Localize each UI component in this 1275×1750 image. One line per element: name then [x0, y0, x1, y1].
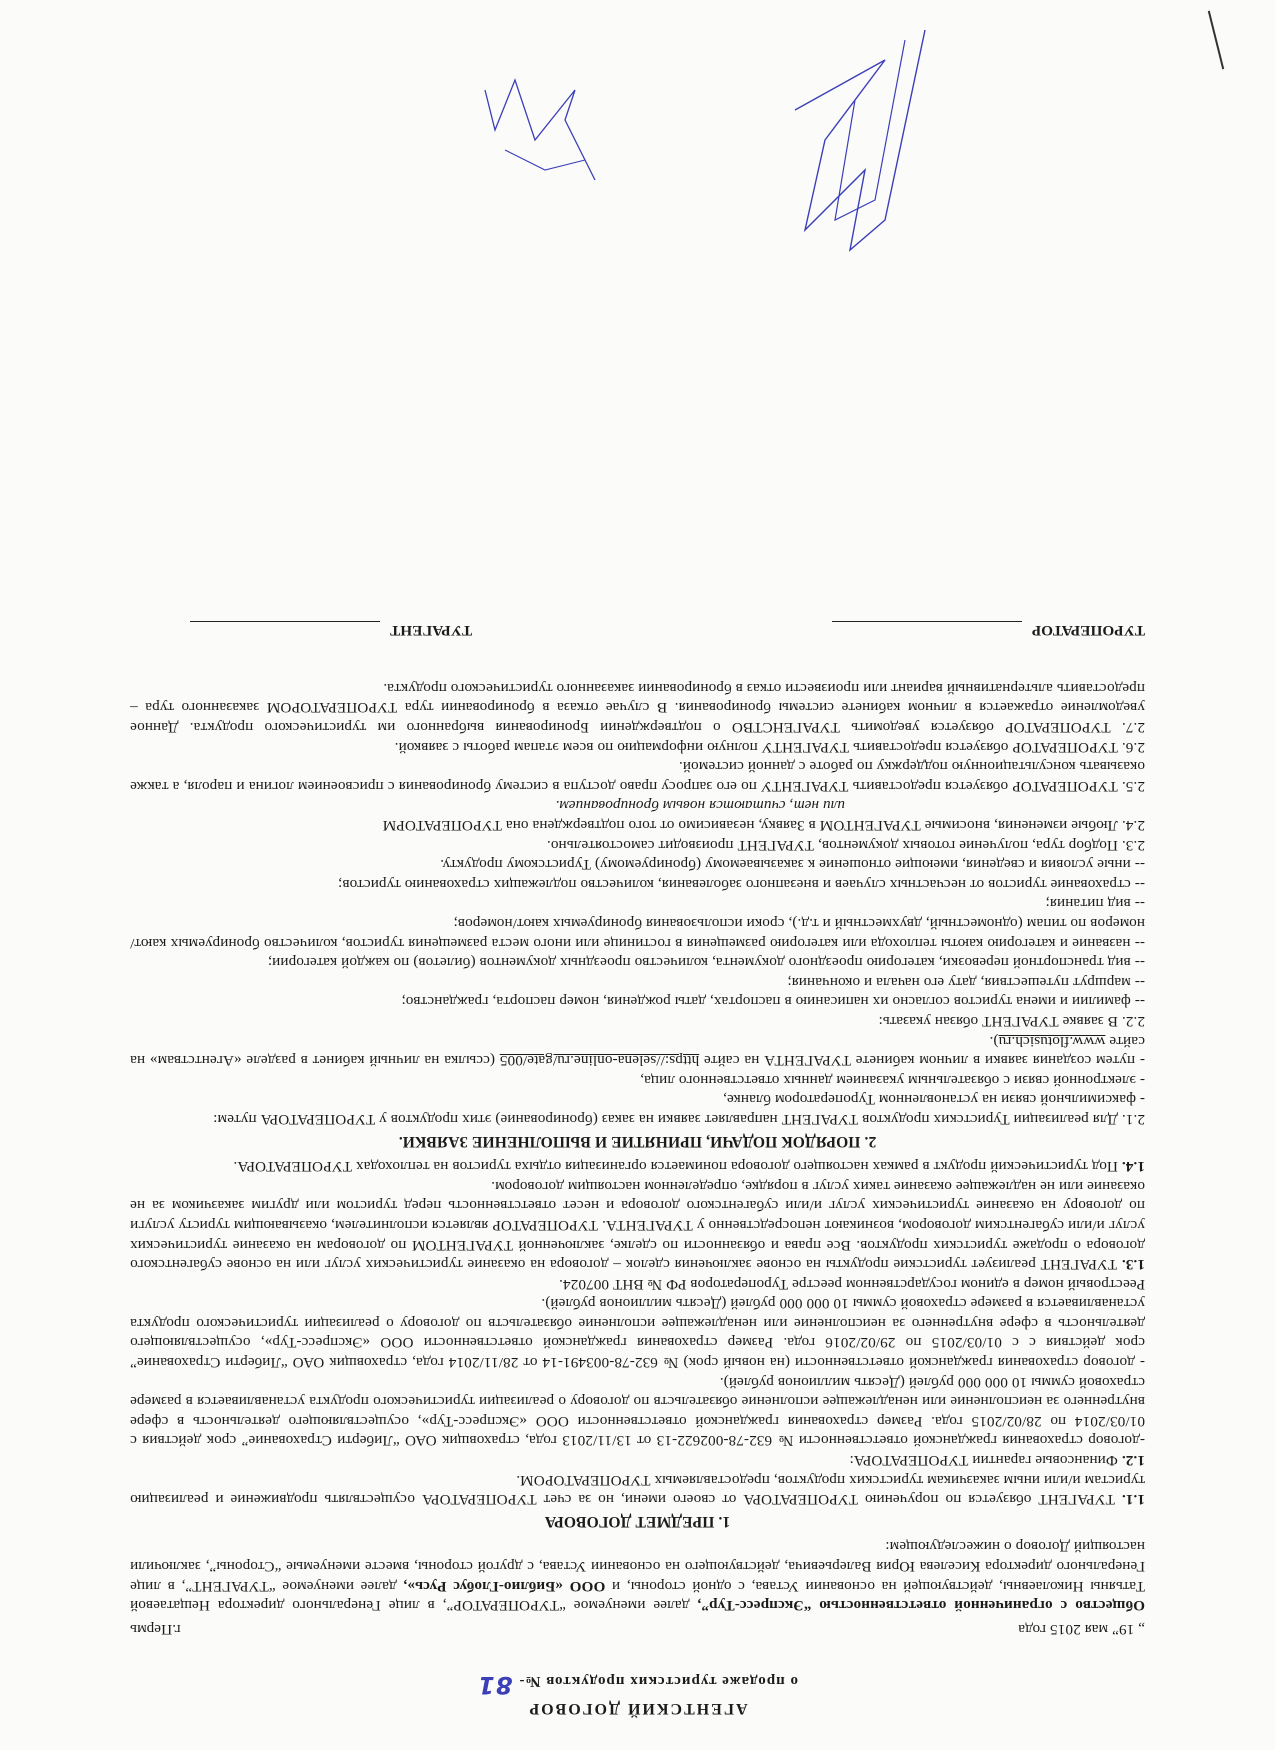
clause-1-2 — [130, 1450, 1145, 1470]
clause-2-5: 2.5. ТУРОПЕРАТОР обязуется предоставить ТУРАГЕНТУ по его запросу право доступа в систему бронирования с присвоением логина и пароля, а также оказывать консультационную поддержку по работе с данной системой. — [130, 758, 1145, 795]
signature-stroke — [505, 150, 585, 170]
clause-2-2: 2.2. В заявке ТУРАГЕНТ обязан указать: — [878, 1013, 1145, 1030]
clause-1-2-number: 1.2. — [1121, 1452, 1145, 1470]
clause-1-1-number: 1.1. — [1121, 1491, 1145, 1509]
clause-1-1 — [130, 1470, 1145, 1509]
clause-2-2-item: -- название и категорию каюты теплохода или категорию размещения в гостинице или иного места размещения туристов, количество бронируемых кают/номеров по типам (одноместный, двухместный и т.д.), сроки использования бронируемых кают/номеров; — [130, 915, 1145, 952]
clause-1-2-text: Финансовые гарантии ТУРОПЕРАТОРА: — [849, 1452, 1118, 1470]
handwritten-contract-number: 81 — [477, 1671, 513, 1700]
corner-pen-mark — [1208, 11, 1224, 70]
clause-1-3-text: ТУРАГЕНТ реализует туристские продукты на основе заключения сделок – договора на оказание туристических услуг или на основе субагентского договора о продаже туристских продуктов. Все права и обязанности по сделке, заключенной ТУРАГЕНТОМ по договорам на оказание туристических услуг и/или субагентским договором, возникают непосредственно у ТУРАГЕНТА. ТУРОПЕРАТОР является исполнителем, оказывающим туристу услуги по договору на оказание туристических услуг и/или субагентского договора и несет ответственность перед туристом или другим заказчиком за не оказание или не надлежащее оказание таких услуг в порядке, определенном настоящим договором. — [130, 1177, 1145, 1274]
document-body — [130, 621, 1145, 1738]
clause-1-4 — [130, 1157, 1145, 1177]
booking-gate-link[interactable]: https://selena-online.ru/gate/005 — [499, 1052, 700, 1070]
party2-name: ООО «Библио-Глобус Русь», — [403, 1577, 606, 1595]
website-link[interactable]: www.flotusich.ru — [998, 1032, 1106, 1050]
clause-1-1-text: ТУРАГЕНТ обязуется по поручению ТУРОПЕРАТОРА от своего имени, но за счет ТУРОПЕРАТОРА осуществлять продвижение и реализацию туристам и/или иным заказчикам туристских продуктов, предоставляемых ТУРОПЕРАТОРОМ. — [130, 1471, 1145, 1509]
signature-stroke — [835, 40, 905, 220]
preamble-text2: далее именуемое “ТУРАГЕНТ”, в лице Генерального директора Киселева Юрия Валерьевича, действующего на основании Устава, с другой стороны, вместе именуемые “Стороны”, заключили настоящий Договор о нижеследующем: — [130, 1538, 1145, 1595]
section-2-title: 2. ПОРЯДОК ПОДАЧИ, ПРИНЯТИЕ И ВЫПОЛНЕНИЕ ЗАЯВКИ. — [398, 1132, 877, 1150]
touroperator-signature-line — [832, 621, 1022, 640]
clause-2-4-italic: или нет, считаются новым бронированием. — [555, 797, 845, 815]
preamble — [130, 1537, 1145, 1615]
date-place-row — [130, 1619, 1145, 1639]
clause-2-1-online-post: (ссылка на личный кабинет в разделе «Агентствам» на сайте — [130, 1032, 1145, 1070]
clause-2-7: 2.7. ТУРОПЕРАТОР обязуется уведомить ТУРАГЕНСТВО о подтверждении Бронирования выбранного им туристического продукта. Данное уведомление отражается в личном кабинете системы бронирования. В случае отказа в бронировании тура ТУРОПЕРАТОРОМ заказанного тура – предоставить альтернативный вариант или произвести отказ в бронировании заказанного туристического продукта. — [130, 679, 1145, 737]
signature-row — [130, 621, 1145, 641]
clause-2-3: 2.3. Подбор тура, получение готовых документов, ТУРАГЕНТ производит самостоятельно. — [546, 836, 1145, 854]
clause-2-1-online — [130, 1031, 1145, 1070]
touragent-label: ТУРАГЕНТ — [390, 622, 473, 640]
touroperator-label: ТУРОПЕРАТОР — [1031, 622, 1145, 640]
document-subtitle — [130, 1671, 1145, 1700]
clause-2-1-online-pre: - путем создания заявки в личном кабинете ТУРАГЕНТА на сайте — [699, 1052, 1145, 1070]
contract-date: „ 19” мая 2015 года — [1018, 1620, 1145, 1638]
clause-1-4-text: Под туристический продукт в рамках настоящего договора понимается организация отдыха туристов на теплоходах ТУРОПЕРАТОРА. — [233, 1158, 1118, 1176]
signature-stroke — [485, 80, 595, 180]
clause-1-2-registry: Реестровый номер в едином государственном реестре Туроператоров РФ № ВНТ 007024. — [558, 1275, 1145, 1293]
clause-1-2-insurance-b: - договор страхования гражданской ответственности (на новый срок) № 632-78-003491-14 от 28/11/2014 года, страховщик ОАО “Либерти Страхование” срок действия с с 01/03/2015 по 29/02/2016 года. Размер страхования гражданской ответственности ООО «Экспресс-Тур», осуществляющего деятельность в сфере внутреннего за неисполнение или ненадлежащее исполнение обязательств по договору о реализации туристического продукта устанавливается в размере страховой суммы 10 000 000 рублей (Десять миллионов рублей). — [130, 1295, 1145, 1372]
touroperator-signature — [832, 621, 1145, 641]
handwritten-signature-touroperator — [775, 20, 945, 260]
party1-name: Общество с ограниченной ответственностью “Экспресс-Тур”, — [697, 1597, 1145, 1615]
subtitle-text: о продаже туристских продуктов №- — [518, 1673, 798, 1690]
handwritten-signature-touragent — [475, 70, 605, 190]
clause-2-2-item: -- страхование туристов от несчастных случаев и внезапного заболевания, количество подлежащих страхованию туристов; — [337, 875, 1145, 893]
clause-1-3-number: 1.3. — [1121, 1256, 1145, 1274]
clause-2-2-item: -- фамилии и имена туристов согласно их написанию в паспортах, даты рождения, номер паспорта, гражданство; — [401, 993, 1145, 1011]
clause-2-4: 2.4. Любые изменения, вносимые ТУРАГЕНТОМ в Заявку, независимо от того подтверждена она ТУРОПЕРАТОРМ — [382, 817, 1145, 835]
clause-1-3 — [130, 1176, 1145, 1274]
clause-2-1: 2.1. Для реализации Туристских продуктов ТУРАГЕНТ направляет заявки на заказ (бронирование) этих продуктов у ТУРОПЕРАТОРА путем: — [213, 1110, 1145, 1128]
clause-2-2-item: -- маршрут путешествия, дату его начала и окончания; — [787, 973, 1145, 991]
touragent-signature — [190, 621, 472, 641]
contract-city: г.Пермь — [130, 1620, 181, 1638]
clause-2-1-fax: - факсимильной связи на установленном Туроператором бланке, — [722, 1091, 1145, 1109]
clause-2-1-online-end: ). — [989, 1032, 999, 1050]
preamble-text1: далее именуемое “ТУРОПЕРАТОР”, в лице Генерального директора Нещатаевой Татьяны Николаевны, действующей на основании Устава, с одной стороны, и — [130, 1577, 1145, 1615]
clause-2-2-item: -- иные условия и сведения, имеющие отношение к заказываемому (бронируемому) Туристскому продукту. — [440, 856, 1145, 874]
clause-2-1-email: - электронной связи с обязательным указанием данных ответственного лица, — [640, 1071, 1145, 1089]
document-title: АГЕНТСКИЙ ДОГОВОР — [527, 1700, 748, 1717]
section-1-title: 1. ПРЕДМЕТ ДОГОВОРА — [544, 1512, 731, 1530]
touragent-signature-line — [190, 621, 380, 640]
clause-1-4-number: 1.4. — [1121, 1158, 1145, 1176]
clause-1-2-insurance-a: -договор страхования гражданской ответственности № 632-78-002622-13 от 13/11/2013 года, страховщик ОАО “Либерти Страхование” срок действия с 01/03/2014 по 28/02/2015 года. Размер страхования гражданской ответственности ООО «Экспресс-Тур», осуществляющего деятельность в сфере внутреннего за неисполнение или ненадлежащее исполнение обязательств по договору о реализации туристического продукта устанавливается в размере страховой суммы 10 000 000 рублей (Десять миллионов рублей). — [130, 1373, 1145, 1450]
clause-2-6: 2.6. ТУРОПЕРАТОР обязуется предоставить ТУРАГЕНТУ полную информацию по всем этапам работы с заявкой. — [394, 738, 1145, 756]
signature-stroke — [795, 30, 925, 250]
clause-2-2-item: -- вид питания; — [1045, 895, 1145, 913]
clause-2-2-item: -- вид транспортной перевозки, категорию проездного документа, количество проездных документов (билетов) по каждой категории; — [267, 954, 1145, 972]
